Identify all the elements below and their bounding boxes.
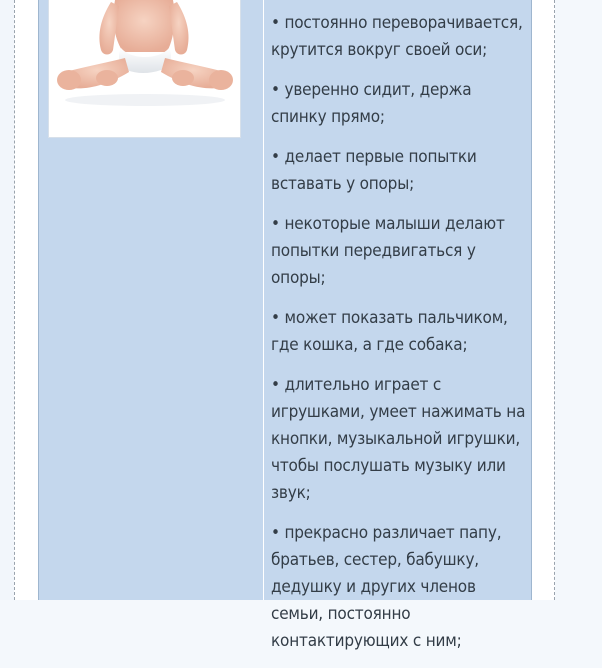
- baby-illustration-icon: [49, 0, 242, 138]
- baby-photo: [48, 0, 241, 138]
- list-item: • постоянно переворачивается, крутится вокруг своей оси;: [271, 13, 523, 60]
- list-item: • прекрасно различает папу, братьев, сестер, бабушку, дедушку и других членов семьи, постоянно контактирующих с ним;: [271, 523, 502, 651]
- list-item: • может показать пальчиком, где кошка, а где собака;: [271, 308, 508, 355]
- left-gutter: [0, 0, 14, 600]
- right-strip: [555, 0, 602, 600]
- column-divider: [263, 0, 264, 600]
- list-item: • уверенно сидит, держа спинку прямо;: [271, 80, 472, 127]
- list-item: • длительно играет с игрушками, умеет нажимать на кнопки, музыкальной игрушки, чтобы послушать музыку или звук;: [271, 375, 526, 503]
- list-item: • делает первые попытки вставать у опоры;: [271, 147, 477, 194]
- list-item: • некоторые малыши делают попытки передвигаться у опоры;: [271, 214, 505, 288]
- milestones-list: [271, 10, 529, 668]
